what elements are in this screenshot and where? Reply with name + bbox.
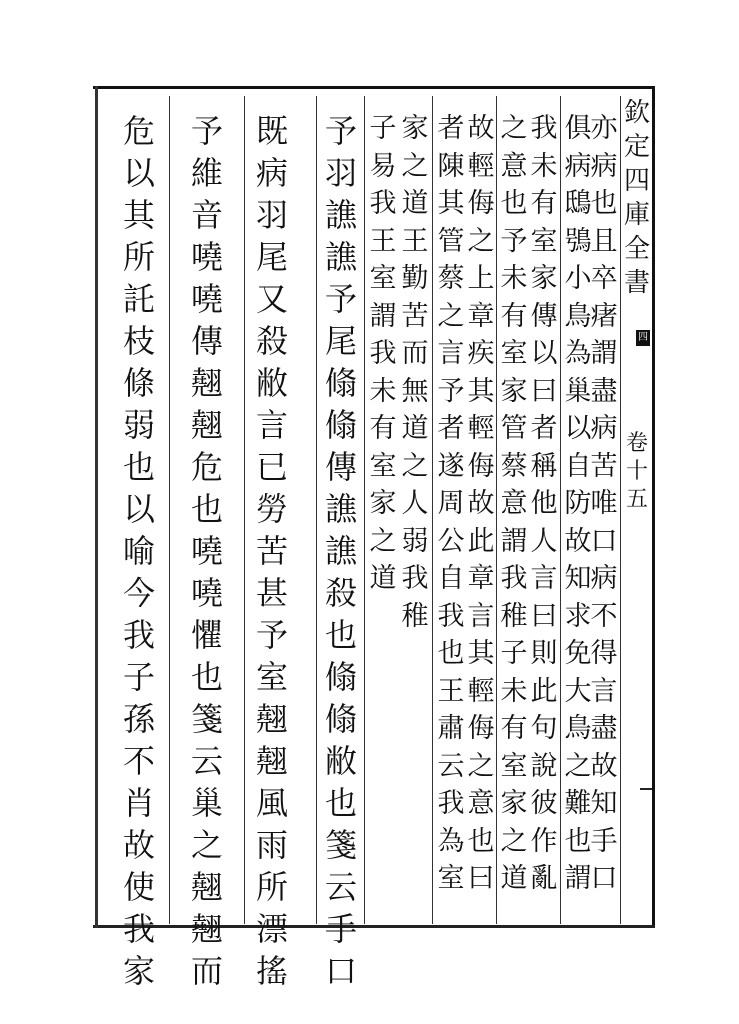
glyph: 漂 xyxy=(255,910,288,948)
glyph: 道 xyxy=(500,863,528,894)
page-frame-left xyxy=(95,86,98,928)
column-rule xyxy=(432,96,433,924)
margin-leaf-mark: 四 xyxy=(636,330,650,346)
glyph: 羽 xyxy=(324,154,357,192)
glyph: 之 xyxy=(500,113,528,144)
glyph: 防 xyxy=(564,488,592,519)
glyph: 之 xyxy=(467,750,495,782)
column-rule xyxy=(364,96,365,924)
glyph: 其 xyxy=(467,375,495,407)
glyph: 云 xyxy=(437,750,465,782)
glyph: 卒 xyxy=(590,263,618,294)
glyph: 蔡 xyxy=(437,263,465,294)
glyph: 我 xyxy=(122,910,155,948)
glyph: 得 xyxy=(590,638,618,669)
text-column-11 xyxy=(185,110,229,992)
glyph: 意 xyxy=(500,488,528,519)
glyph: 弱 xyxy=(401,525,429,557)
glyph: 子 xyxy=(500,638,528,669)
glyph: 亦 xyxy=(590,113,618,144)
text-column-8 xyxy=(368,110,398,598)
glyph: 言 xyxy=(530,563,558,594)
glyph: 肅 xyxy=(437,713,465,744)
glyph: 王 xyxy=(369,225,397,257)
glyph: 云 xyxy=(324,868,357,906)
glyph: 而 xyxy=(401,338,429,369)
glyph: 譙 xyxy=(324,196,357,234)
glyph: 譙 xyxy=(324,490,357,528)
text-column-3 xyxy=(529,110,559,898)
glyph: 者 xyxy=(530,413,558,444)
glyph: 之 xyxy=(190,826,223,864)
glyph: 譙 xyxy=(324,238,357,276)
glyph: 自 xyxy=(437,563,465,594)
glyph: 口 xyxy=(324,952,357,990)
glyph: 也 xyxy=(437,638,465,669)
glyph: 公 xyxy=(437,525,465,557)
glyph: 傳 xyxy=(324,448,357,486)
glyph: 危 xyxy=(190,448,223,486)
glyph: 家 xyxy=(530,263,558,294)
glyph: 輕 xyxy=(467,675,495,707)
glyph: 唯 xyxy=(590,488,618,519)
glyph: 手 xyxy=(324,910,357,948)
glyph: 以 xyxy=(564,413,592,444)
glyph: 既 xyxy=(255,112,288,150)
glyph: 易 xyxy=(369,150,397,182)
glyph: 手 xyxy=(590,825,618,857)
glyph: 大 xyxy=(564,675,592,707)
glyph: 之 xyxy=(564,750,592,782)
glyph: 家 xyxy=(122,952,155,990)
glyph: 知 xyxy=(564,563,592,594)
glyph: 傳 xyxy=(530,300,558,332)
glyph: 言 xyxy=(590,675,618,707)
glyph: 室 xyxy=(369,263,397,294)
glyph: 予 xyxy=(324,112,357,150)
margin-tick xyxy=(640,788,652,790)
glyph: 卷 xyxy=(625,431,648,456)
glyph: 稚 xyxy=(401,600,429,632)
glyph: 翹 xyxy=(190,910,223,948)
glyph: 箋 xyxy=(324,826,357,864)
glyph: 予 xyxy=(255,616,288,654)
glyph: 敝 xyxy=(255,364,288,402)
glyph: 苦 xyxy=(590,450,618,482)
glyph: 勤 xyxy=(401,263,429,294)
glyph: 風 xyxy=(255,784,288,822)
glyph: 翛 xyxy=(324,658,357,696)
text-column-1 xyxy=(589,110,619,898)
glyph: 王 xyxy=(401,225,429,257)
glyph: 云 xyxy=(190,742,223,780)
glyph: 其 xyxy=(467,638,495,669)
glyph: 維 xyxy=(190,154,223,192)
glyph: 欽 xyxy=(623,98,650,128)
glyph: 也 xyxy=(500,188,528,219)
glyph: 枝 xyxy=(122,322,155,360)
glyph: 我 xyxy=(369,188,397,219)
glyph: 以 xyxy=(122,154,155,192)
glyph: 輕 xyxy=(467,150,495,182)
glyph: 子 xyxy=(369,113,397,144)
glyph: 管 xyxy=(437,225,465,257)
glyph: 之 xyxy=(500,825,528,857)
glyph: 以 xyxy=(530,338,558,369)
text-column-10 xyxy=(250,110,294,992)
margin-book-title xyxy=(622,96,652,300)
glyph: 四 xyxy=(623,166,650,196)
glyph: 我 xyxy=(437,788,465,819)
glyph: 道 xyxy=(369,563,397,594)
glyph: 也 xyxy=(564,825,592,857)
glyph: 管 xyxy=(500,413,528,444)
glyph: 也 xyxy=(467,825,495,857)
glyph: 懼 xyxy=(190,616,223,654)
glyph: 未 xyxy=(500,675,528,707)
glyph: 稚 xyxy=(500,600,528,632)
glyph: 苦 xyxy=(401,300,429,332)
glyph: 有 xyxy=(530,188,558,219)
glyph: 口 xyxy=(590,525,618,557)
glyph: 甚 xyxy=(255,574,288,612)
glyph: 蔡 xyxy=(500,450,528,482)
glyph: 陳 xyxy=(437,150,465,182)
glyph: 則 xyxy=(530,638,558,669)
glyph: 彼 xyxy=(530,788,558,819)
glyph: 家 xyxy=(500,375,528,407)
glyph: 稱 xyxy=(530,450,558,482)
glyph: 不 xyxy=(590,600,618,632)
glyph: 說 xyxy=(530,750,558,782)
glyph: 家 xyxy=(369,488,397,519)
glyph: 雨 xyxy=(255,826,288,864)
glyph: 翹 xyxy=(190,406,223,444)
glyph: 言 xyxy=(255,406,288,444)
glyph: 室 xyxy=(500,338,528,369)
glyph: 未 xyxy=(530,150,558,182)
glyph: 瘏 xyxy=(590,300,618,332)
glyph: 予 xyxy=(437,375,465,407)
glyph: 我 xyxy=(401,563,429,594)
glyph: 難 xyxy=(564,788,592,819)
page-frame-top xyxy=(93,86,655,89)
glyph: 尾 xyxy=(255,238,288,276)
glyph: 小 xyxy=(564,263,592,294)
glyph: 我 xyxy=(122,616,155,654)
glyph: 譙 xyxy=(324,532,357,570)
glyph: 盡 xyxy=(590,375,618,407)
glyph: 翛 xyxy=(324,700,357,738)
glyph: 也 xyxy=(324,616,357,654)
glyph: 翹 xyxy=(190,868,223,906)
glyph: 之 xyxy=(467,225,495,257)
glyph: 家 xyxy=(500,788,528,819)
glyph: 道 xyxy=(401,188,429,219)
text-column-4 xyxy=(499,110,529,898)
column-rule xyxy=(620,96,621,924)
column-rule xyxy=(316,96,317,924)
glyph: 也 xyxy=(324,784,357,822)
glyph: 知 xyxy=(590,788,618,819)
glyph: 也 xyxy=(122,448,155,486)
glyph: 音 xyxy=(190,196,223,234)
glyph: 已 xyxy=(255,448,288,486)
glyph: 書 xyxy=(623,268,650,298)
glyph: 意 xyxy=(467,788,495,819)
glyph: 侮 xyxy=(467,713,495,744)
glyph: 此 xyxy=(467,525,495,557)
column-rule xyxy=(244,96,245,924)
glyph: 未 xyxy=(369,375,397,407)
glyph: 且 xyxy=(590,225,618,257)
glyph: 為 xyxy=(564,338,592,369)
glyph: 嘵 xyxy=(190,532,223,570)
glyph: 危 xyxy=(122,112,155,150)
glyph: 使 xyxy=(122,868,155,906)
glyph: 謂 xyxy=(590,338,618,369)
glyph: 勞 xyxy=(255,490,288,528)
glyph: 巢 xyxy=(564,375,592,407)
glyph: 翹 xyxy=(255,742,288,780)
glyph: 室 xyxy=(437,863,465,894)
glyph: 巢 xyxy=(190,784,223,822)
glyph: 上 xyxy=(467,263,495,294)
glyph: 者 xyxy=(437,413,465,444)
glyph: 也 xyxy=(590,188,618,219)
glyph: 今 xyxy=(122,574,155,612)
glyph: 之 xyxy=(401,150,429,182)
glyph: 予 xyxy=(324,280,357,318)
glyph: 其 xyxy=(122,196,155,234)
glyph: 周 xyxy=(437,488,465,519)
glyph: 故 xyxy=(590,750,618,782)
glyph: 免 xyxy=(564,638,592,669)
glyph: 家 xyxy=(401,113,429,144)
text-column-12 xyxy=(117,110,161,992)
glyph: 鴞 xyxy=(564,225,592,257)
glyph: 遂 xyxy=(437,450,465,482)
glyph: 口 xyxy=(590,863,618,894)
glyph: 人 xyxy=(530,525,558,557)
glyph: 也 xyxy=(190,490,223,528)
glyph: 所 xyxy=(255,868,288,906)
margin-volume-number xyxy=(622,430,652,514)
glyph: 翛 xyxy=(324,406,357,444)
glyph: 予 xyxy=(190,112,223,150)
glyph: 鴟 xyxy=(564,188,592,219)
glyph: 條 xyxy=(122,364,155,402)
glyph: 以 xyxy=(122,490,155,528)
glyph: 曰 xyxy=(467,863,495,894)
glyph: 故 xyxy=(564,525,592,557)
glyph: 我 xyxy=(530,113,558,144)
glyph: 肖 xyxy=(122,784,155,822)
text-column-7 xyxy=(400,110,430,635)
glyph: 謂 xyxy=(500,525,528,557)
glyph: 其 xyxy=(437,188,465,219)
page-frame-bottom xyxy=(93,925,655,928)
glyph: 苦 xyxy=(255,532,288,570)
glyph: 章 xyxy=(467,300,495,332)
glyph: 之 xyxy=(437,300,465,332)
text-column-6 xyxy=(436,110,466,898)
glyph: 故 xyxy=(467,113,495,144)
glyph: 者 xyxy=(437,113,465,144)
glyph: 翛 xyxy=(324,364,357,402)
glyph: 句 xyxy=(530,713,558,744)
glyph: 病 xyxy=(590,413,618,444)
glyph: 我 xyxy=(369,338,397,369)
glyph: 敝 xyxy=(324,742,357,780)
column-rule xyxy=(169,96,170,924)
glyph: 故 xyxy=(467,488,495,519)
glyph: 不 xyxy=(122,742,155,780)
glyph: 有 xyxy=(500,300,528,332)
glyph: 病 xyxy=(590,563,618,594)
glyph: 未 xyxy=(500,263,528,294)
column-rule xyxy=(560,96,561,924)
glyph: 子 xyxy=(122,658,155,696)
glyph: 鳥 xyxy=(564,713,592,744)
glyph: 有 xyxy=(369,413,397,444)
glyph: 弱 xyxy=(122,406,155,444)
glyph: 章 xyxy=(467,563,495,594)
glyph: 而 xyxy=(190,952,223,990)
glyph: 五 xyxy=(625,487,648,512)
text-column-2 xyxy=(563,110,593,898)
page-frame-right xyxy=(652,86,655,926)
glyph: 意 xyxy=(500,150,528,182)
glyph: 所 xyxy=(122,238,155,276)
glyph: 故 xyxy=(122,826,155,864)
glyph: 言 xyxy=(437,338,465,369)
glyph: 道 xyxy=(401,413,429,444)
glyph: 自 xyxy=(564,450,592,482)
glyph: 之 xyxy=(369,525,397,557)
glyph: 嘵 xyxy=(190,238,223,276)
glyph: 室 xyxy=(500,750,528,782)
glyph: 室 xyxy=(530,225,558,257)
text-column-9 xyxy=(319,110,363,992)
glyph: 有 xyxy=(500,713,528,744)
glyph: 嘵 xyxy=(190,574,223,612)
glyph: 言 xyxy=(467,600,495,632)
glyph: 王 xyxy=(437,675,465,707)
glyph: 曰 xyxy=(530,375,558,407)
glyph: 亂 xyxy=(530,863,558,894)
glyph: 喻 xyxy=(122,532,155,570)
glyph: 謂 xyxy=(369,300,397,332)
glyph: 曰 xyxy=(530,600,558,632)
glyph: 鳥 xyxy=(564,300,592,332)
column-rule xyxy=(496,96,497,924)
glyph: 又 xyxy=(255,280,288,318)
glyph: 俱 xyxy=(564,113,592,144)
glyph: 我 xyxy=(437,600,465,632)
glyph: 也 xyxy=(190,658,223,696)
glyph: 殺 xyxy=(255,322,288,360)
glyph: 人 xyxy=(401,488,429,519)
glyph: 翹 xyxy=(255,700,288,738)
glyph: 無 xyxy=(401,375,429,407)
text-column-5 xyxy=(466,110,496,898)
glyph: 作 xyxy=(530,825,558,857)
glyph: 羽 xyxy=(255,196,288,234)
glyph: 室 xyxy=(255,658,288,696)
glyph: 盡 xyxy=(590,713,618,744)
glyph: 殺 xyxy=(324,574,357,612)
glyph: 翹 xyxy=(190,364,223,402)
glyph: 病 xyxy=(590,150,618,182)
glyph: 嘵 xyxy=(190,280,223,318)
glyph: 託 xyxy=(122,280,155,318)
glyph: 室 xyxy=(369,450,397,482)
glyph: 孫 xyxy=(122,700,155,738)
glyph: 病 xyxy=(564,150,592,182)
glyph: 全 xyxy=(623,234,650,264)
glyph: 疾 xyxy=(467,338,495,369)
glyph: 我 xyxy=(500,563,528,594)
glyph: 予 xyxy=(500,225,528,257)
glyph: 此 xyxy=(530,675,558,707)
glyph: 侮 xyxy=(467,450,495,482)
glyph: 庫 xyxy=(623,200,650,230)
glyph: 傳 xyxy=(190,322,223,360)
glyph: 輕 xyxy=(467,413,495,444)
glyph: 尾 xyxy=(324,322,357,360)
glyph: 病 xyxy=(255,154,288,192)
glyph: 之 xyxy=(401,450,429,482)
glyph: 侮 xyxy=(467,188,495,219)
glyph: 他 xyxy=(530,488,558,519)
glyph: 謂 xyxy=(564,863,592,894)
glyph: 求 xyxy=(564,600,592,632)
glyph: 為 xyxy=(437,825,465,857)
glyph: 十 xyxy=(625,459,648,484)
glyph: 搖 xyxy=(255,952,288,990)
glyph: 箋 xyxy=(190,700,223,738)
glyph: 定 xyxy=(623,132,650,162)
